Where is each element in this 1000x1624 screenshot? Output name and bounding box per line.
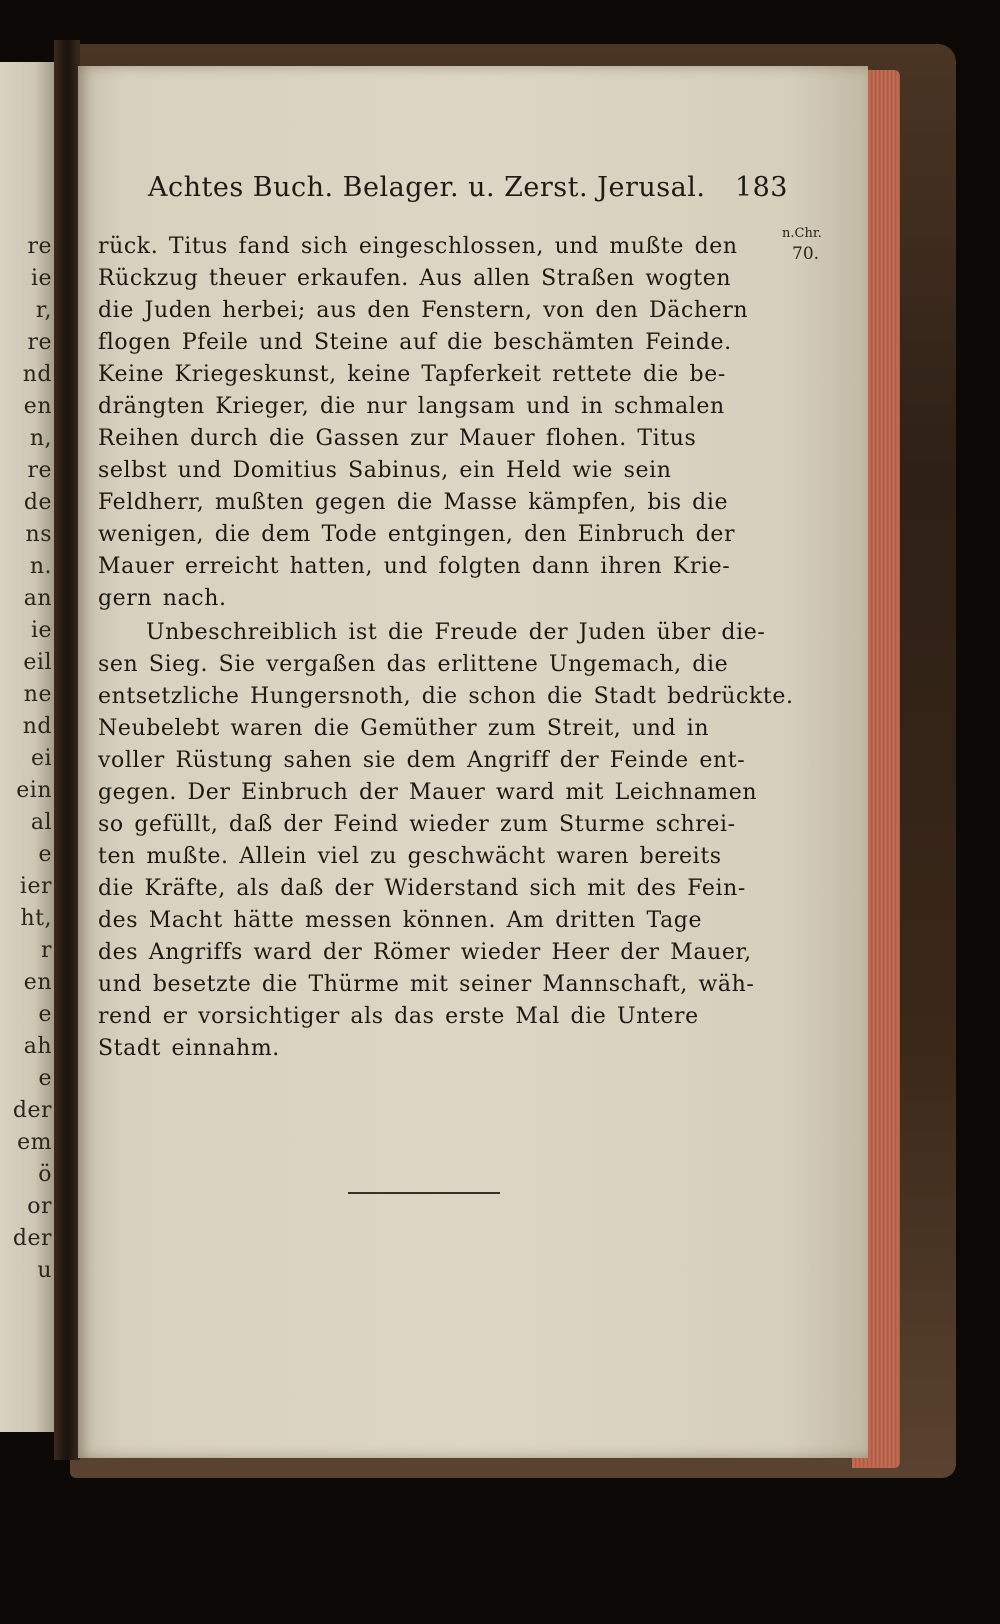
left-page-fragment: ah [23,1034,52,1059]
text-line: drängten Krieger, die nur langsam und in schmalen [98,394,725,419]
left-page-fragment: an [23,586,52,611]
left-page-fragment: en [23,394,52,419]
left-page-fragment: r, [35,298,52,323]
margin-note-label: n.Chr. [782,226,822,241]
text-line: sen Sieg. Sie vergaßen das erlittene Ungemach, die [98,652,729,677]
left-page-fragment: ei [30,746,52,771]
left-page-fragment: re [27,234,52,259]
text-line: voller Rüstung sahen sie dem Angriff der Feinde ent- [98,748,746,773]
left-page-fragment: ie [30,266,52,291]
left-page-fragment: der [12,1098,52,1123]
left-page-fragment: ein [16,778,52,803]
margin-note [782,226,822,265]
book-gutter [54,40,80,1460]
left-page-fragment: em [17,1130,52,1155]
text-line: des Macht hätte messen können. Am dritten Tage [98,908,703,933]
text-line: selbst und Domitius Sabinus, ein Held wie sein [98,458,672,483]
left-page-fragment: n. [29,554,52,579]
left-page-fragment: e [38,842,52,867]
left-page-fragment: der [12,1226,52,1251]
left-page-fragment: eil [23,650,52,675]
text-line: wenigen, die dem Tode entgingen, den Einbruch der [98,522,736,547]
running-head-title: Achtes Buch. Belager. u. Zerst. Jerusal. [148,172,706,203]
left-page-fragment: u [37,1258,52,1283]
left-page-fragment: de [23,490,52,515]
text-line: des Angriffs ward der Römer wieder Heer der Mauer, [98,940,752,965]
text-line: Stadt einnahm. [98,1036,280,1061]
left-facing-page [0,62,58,1432]
text-line: rück. Titus fand sich eingeschlossen, und mußte den [98,234,738,259]
left-page-fragment: ö [38,1162,52,1187]
text-line: Rückzug theuer erkaufen. Aus allen Straßen wogten [98,266,732,291]
text-line: gern nach. [98,586,227,611]
text-line: gegen. Der Einbruch der Mauer ward mit Leichnamen [98,780,758,805]
left-page-fragment: re [27,458,52,483]
text-line: Reihen durch die Gassen zur Mauer flohen. Titus [98,426,697,451]
text-line: entsetzliche Hungersnoth, die schon die Stadt bedrückte. [98,684,794,709]
left-page-fragment: ier [19,874,52,899]
right-page [78,66,868,1458]
page-number: 183 [734,172,788,203]
text-line: und besetzte die Thürme mit seiner Mannschaft, wäh- [98,972,755,997]
margin-note-year: 70. [792,243,820,264]
text-line: Unbeschreiblich ist die Freude der Juden über die- [146,620,766,645]
left-page-fragment: e [38,1002,52,1027]
text-line: ten mußte. Allein viel zu geschwächt waren bereits [98,844,722,869]
text-line: die Juden herbei; aus den Fenstern, von den Dächern [98,298,749,323]
text-line: flogen Pfeile und Steine auf die beschämten Feinde. [98,330,732,355]
text-line: Keine Kriegeskunst, keine Tapferkeit rettete die be- [98,362,726,387]
left-page-fragment: ns [25,522,52,547]
left-page-fragment: n, [29,426,52,451]
left-page-fragment: ie [30,618,52,643]
left-page-fragment: ne [23,682,52,707]
left-page-fragment: en [23,970,52,995]
text-line: Mauer erreicht hatten, und folgten dann ihren Krie- [98,554,731,579]
text-line: Neubelebt waren die Gemüther zum Streit, und in [98,716,710,741]
text-line: rend er vorsichtiger als das erste Mal die Untere [98,1004,699,1029]
running-head [148,172,788,203]
left-page-fragment: e [38,1066,52,1091]
text-line: die Kräfte, als daß der Widerstand sich mit des Fein- [98,876,746,901]
text-line: Feldherr, mußten gegen die Masse kämpfen, bis die [98,490,729,515]
left-page-fragment: al [30,810,52,835]
text-line: so gefüllt, daß der Feind wieder zum Sturme schrei- [98,812,736,837]
left-page-fragment: r [40,938,52,963]
left-page-fragment: ht, [20,906,52,931]
left-page-fragment: re [27,330,52,355]
left-page-fragment: nd [22,714,52,739]
section-divider [348,1192,500,1194]
left-page-fragment: nd [22,362,52,387]
left-page-fragment: or [27,1194,52,1219]
